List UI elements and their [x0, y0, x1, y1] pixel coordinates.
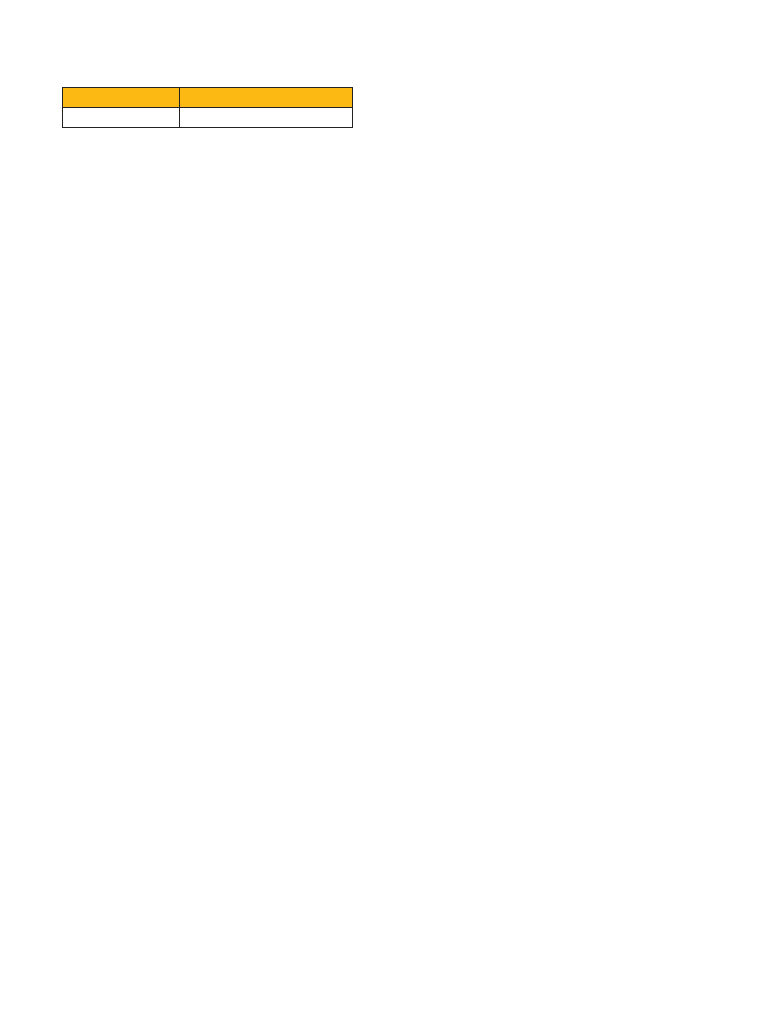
empty-cell	[180, 108, 353, 128]
empty-row	[62, 108, 353, 128]
table-header-row	[62, 87, 353, 108]
header-tcodes	[180, 87, 353, 108]
header-srno	[62, 87, 180, 108]
empty-cell	[62, 108, 180, 128]
